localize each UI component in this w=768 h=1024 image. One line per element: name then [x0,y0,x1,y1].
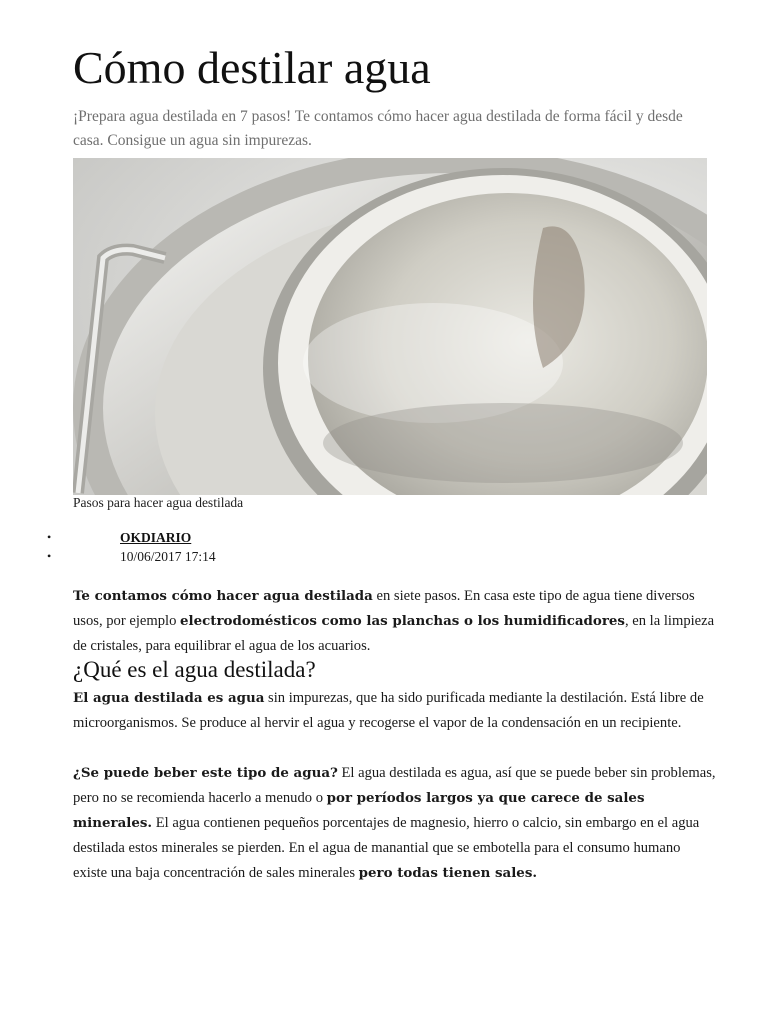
definition-text-1: sin impurezas, que ha sido purificada mediante la destilación. Está libre de microorganismos. Se produce al hervir el agua y recogerse el vapor de la condensación en un recipiente. [73,690,704,731]
article-meta [0,528,700,566]
hero-image [73,158,707,495]
intro-text-1: en siete pasos. En casa este tipo de agua tiene diversos usos, por ejemplo [73,588,695,629]
intro-bold-1: Te contamos cómo hacer agua destilada [73,588,373,604]
drinkable-paragraph [73,761,718,886]
drinkable-bold-1: ¿Se puede beber este tipo de agua? [73,765,338,781]
meta-date-item [0,547,700,566]
intro-paragraph [73,584,718,659]
bullet-icon: • [47,530,52,544]
article-subtitle: ¡Prepara agua destilada en 7 pasos! Te contamos cómo hacer agua destilada de forma fácil y desde casa. Consigue un agua sin impurezas. [73,108,683,149]
definition-bold-1: El agua destilada es agua [73,690,265,706]
publish-date: 10/06/2017 17:14 [120,549,216,564]
drinkable-bold-3: pero todas tienen sales. [358,865,538,881]
drinkable-bold-2: por períodos largos ya que carece de sales minerales. [73,790,645,831]
author-link[interactable]: OKDIARIO [120,530,192,545]
section-heading: ¿Qué es el agua destilada? [73,657,316,682]
intro-text-2: , en la limpieza de cristales, para equilibrar el agua de los acuarios. [73,613,715,654]
drinkable-text-1: El agua destilada es agua, así que se puede beber sin problemas, pero no se recomienda hacerlo a menudo o [73,765,716,806]
pot-with-water-photo [73,158,707,495]
intro-bold-2: electrodomésticos como las planchas o los humidificadores [180,613,625,629]
definition-paragraph [73,686,718,736]
image-caption: Pasos para hacer agua destilada [73,495,244,510]
drinkable-text-2: El agua contienen pequeños porcentajes de magnesio, hierro o calcio, sin embargo en el agua destilada estos minerales se pierden. En el agua de manantial que se embotella para el consumo humano existe una baja concentración de sales minerales [73,815,700,881]
meta-author-item [0,528,700,547]
article-title: Cómo destilar agua [73,42,431,93]
bullet-icon: • [47,549,52,563]
